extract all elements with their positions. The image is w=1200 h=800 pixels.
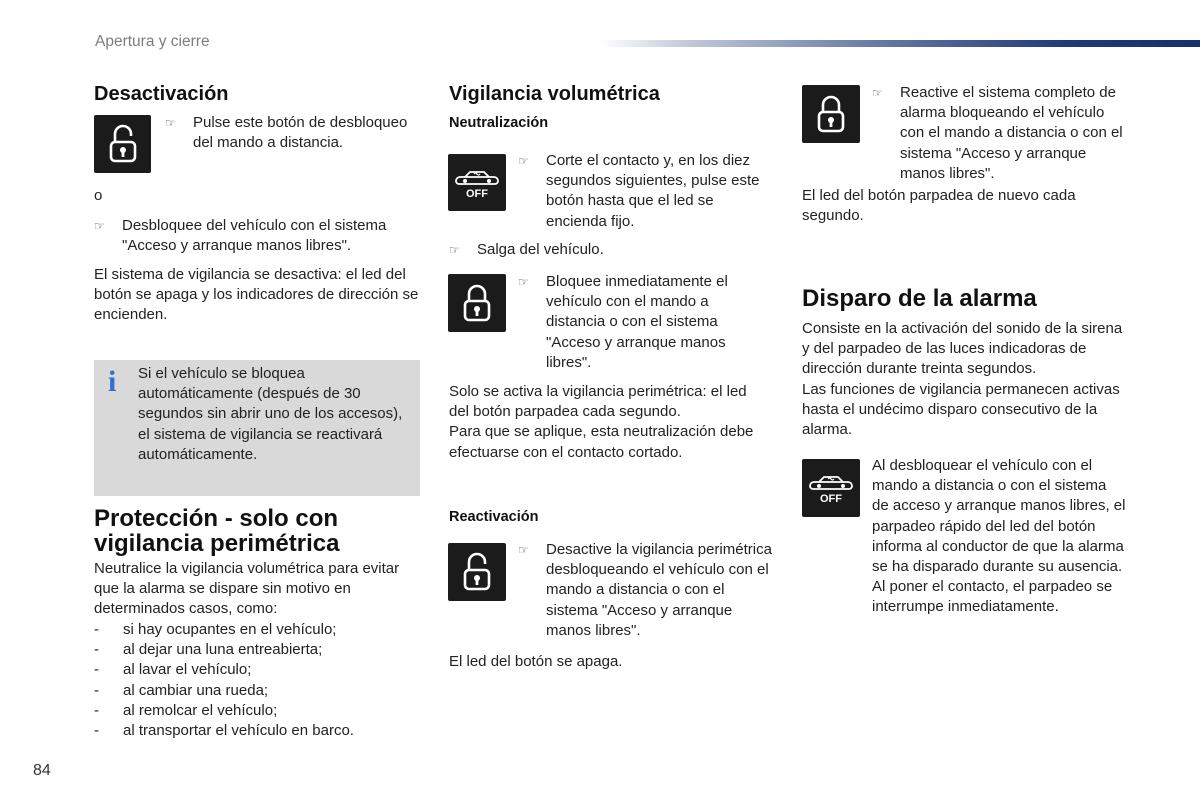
disparo-heading: Disparo de la alarma [802, 285, 1037, 312]
header-decoration-bar [600, 40, 1200, 47]
reactivacion-subheading: Reactivación [449, 509, 539, 525]
list-item: - al dejar una luna entreabierta; [94, 641, 323, 659]
desactivacion-paragraph: El sistema de vigilancia se desactiva: el led del botón se apaga y los indicadores de dirección se encienden. [94, 266, 419, 324]
neutralizacion-step-1: ☞ Corte el contacto y, en los diez segundos siguientes, pulse este botón hasta que el led se encienda fijo. [518, 151, 768, 232]
proteccion-list [94, 620, 414, 741]
hand-bullet-icon: ☞ [518, 275, 529, 289]
reactivacion-step-1: ☞ Desactive la vigilancia perimétrica desbloqueando el vehículo con el mando a distancia o con el sistema "Acceso y arranque manos libres". [518, 540, 780, 641]
reactivacion-paragraph: El led del botón se apaga. [449, 653, 623, 670]
neutralizacion-step-3: ☞ Bloquee inmediatamente el vehículo con el mando a distancia o con el sistema "Acceso y arranque manos libres". [518, 272, 748, 373]
padlock-open-icon [108, 124, 138, 164]
lock-button-icon [802, 85, 860, 143]
list-item: - al lavar el vehículo; [94, 661, 252, 679]
desactivacion-step-2: ☞ Desbloquee del vehículo con el sistema "Acceso y arranque manos libres". [94, 216, 414, 256]
neutralizacion-step-2: ☞ Salga del vehículo. [449, 240, 769, 260]
info-icon: i [108, 365, 117, 398]
volumetric-off-button-icon [802, 459, 860, 517]
lock-button-icon [448, 274, 506, 332]
desactivacion-heading: Desactivación [94, 83, 229, 105]
info-text: Si el vehículo se bloquea automáticamente (después de 30 segundos sin abrir uno de los accesos), el sistema de vigilancia se reactivará automáticamente. [138, 365, 403, 463]
page-number: 84 [33, 762, 51, 779]
unlock-button-icon [94, 115, 151, 173]
hand-bullet-icon: ☞ [165, 116, 176, 130]
padlock-closed-icon [462, 283, 492, 323]
proteccion-intro: Neutralice la vigilancia volumétrica para evitar que la alarma se dispare sin motivo en determinados casos, como: [94, 560, 400, 618]
disparo-paragraph: Consiste en la activación del sonido de la sirena y del parpadeo de las luces indicadoras de dirección durante treinta segundos. Las funciones de vigilancia permanecen activas hasta el undécimo disparo consecutivo de la alarma. [802, 320, 1123, 439]
reactivacion-step-2: ☞ Reactive el sistema completo de alarma bloqueando el vehículo con el mando a distancia o con el sistema "Acceso y arranque manos libres". [872, 83, 1130, 184]
list-item: - al transportar el vehículo en barco. [94, 722, 354, 740]
info-box [94, 360, 420, 496]
hand-bullet-icon: ☞ [94, 219, 105, 233]
desactivacion-step-1: ☞ Pulse este botón de desbloqueo del mando a distancia. [165, 113, 420, 153]
list-item: - si hay ocupantes en el vehículo; [94, 621, 337, 638]
padlock-closed-icon [816, 94, 846, 134]
hand-bullet-icon: ☞ [518, 154, 529, 168]
hand-bullet-icon: ☞ [872, 86, 883, 100]
car-off-icon [452, 165, 502, 201]
volumetric-off-button-icon [448, 154, 506, 211]
svg-text:OFF: OFF [820, 493, 842, 505]
list-item: - al remolcar el vehículo; [94, 701, 278, 719]
or-text: o [94, 187, 103, 204]
car-off-icon [806, 470, 856, 506]
unlock-button-icon [448, 543, 506, 601]
vigilancia-heading: Vigilancia volumétrica [449, 83, 660, 105]
hand-bullet-icon: ☞ [449, 243, 460, 257]
proteccion-heading: Protección - solo con vigilancia perimétrica [94, 505, 340, 557]
neutralizacion-paragraph: Solo se activa la vigilancia perimétrica: el led del botón parpadea cada segundo. Para que se aplique, esta neutralización debe efectuarse con el contacto cortado. [449, 383, 754, 461]
hand-bullet-icon: ☞ [518, 543, 529, 557]
blink-paragraph: El led del botón parpadea de nuevo cada segundo. [802, 187, 1076, 225]
svg-text:OFF: OFF [466, 187, 488, 200]
list-item: - al cambiar una rueda; [94, 681, 269, 699]
disparo-detail-paragraph: Al desbloquear el vehículo con el mando a distancia o con el sistema de acceso y arranque manos libres, el parpadeo rápido del led del botón informa al conductor de que la alarma se ha disparado durante su ausencia. Al poner el contacto, el parpadeo se interrumpe inmediatamente. [872, 457, 1126, 616]
padlock-open-icon [462, 552, 492, 592]
section-title: Apertura y cierre [95, 33, 210, 50]
neutralizacion-subheading: Neutralización [449, 115, 549, 131]
